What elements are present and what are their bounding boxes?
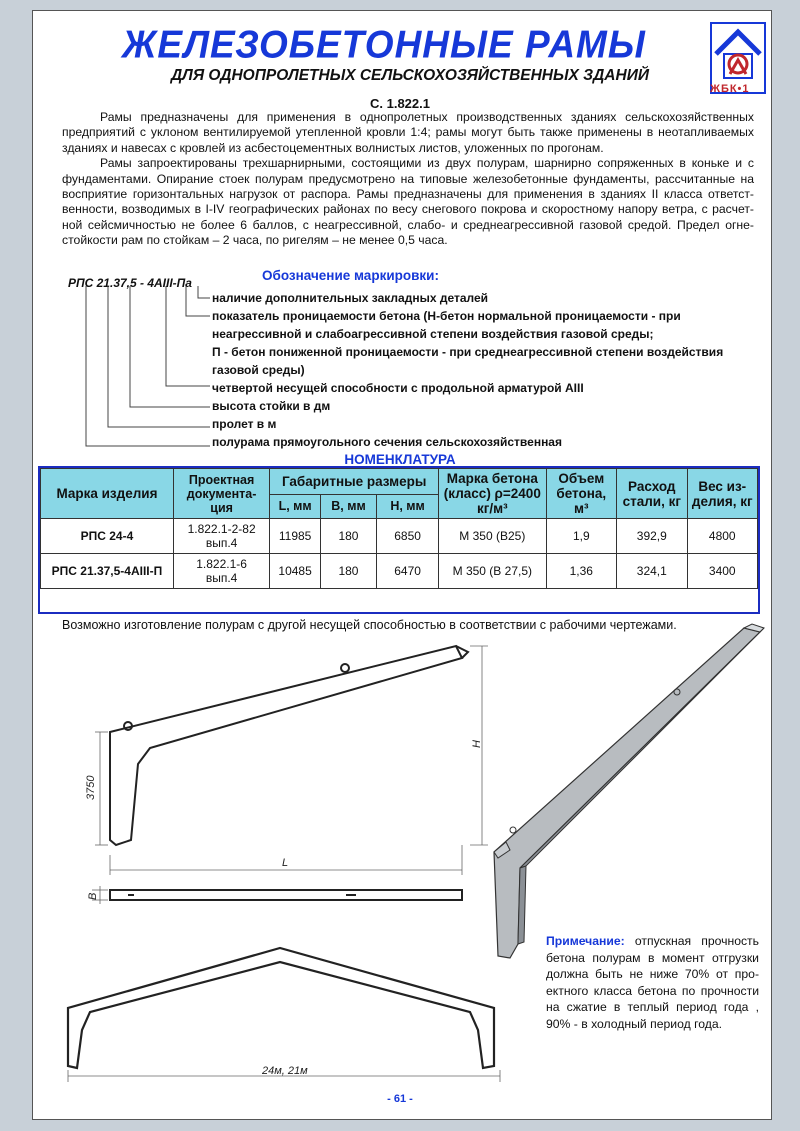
cell-B: 180 [320,519,376,554]
height-label: 3750 [85,775,97,800]
cell-volume: 1,9 [546,519,617,554]
cell-weight: 3400 [687,554,757,589]
note-label: Примечание: [546,934,625,948]
legend-item: высота стойки в дм [212,399,331,413]
cell-doc-issue: вып.4 [205,571,238,585]
cell-concrete: М 350 (В25) [439,519,546,554]
span-label: 24м, 21м [262,1065,308,1077]
half-frame-plan [110,890,462,900]
cell-H: 6850 [377,519,439,554]
cell-steel: 392,9 [617,519,687,554]
page-title: ЖЕЛЕЗОБЕТОННЫЕ РАМЫ [122,22,646,66]
legend-item: газовой среды) [212,363,305,377]
legend-item: П - бетон пониженной проницаемости - при среднеагрессивной степени воздействия [212,345,724,359]
cell-volume: 1,36 [546,554,617,589]
note-text: отпускная прочность бетона полурам в момент отгрузки должна быть не ниже 70% от про-ектного класса бетона по прочности на сжатие в теплый период года , 90% - в холодный период года. [546,934,759,1031]
cell-L: 10485 [270,554,321,589]
page-subtitle: ДЛЯ ОДНОПРОЛЕТНЫХ СЕЛЬСКОХОЗЯЙСТВЕННЫХ ЗДАНИЙ [170,67,649,84]
page-number: - 61 - [387,1093,413,1105]
note-block [546,933,759,1032]
header-B: В, мм [320,494,376,518]
cell-mark: РПС 21.37,5-4АIII-П [41,554,174,589]
header-L: L, мм [270,494,321,518]
L-label: L [282,857,289,869]
marking-heading: Обозначение маркировки: [262,268,439,283]
header-volume: Объем бетона, м³ [546,469,617,519]
intro-paragraph-1: Рамы предназначены для применения в однопролетных производственных зданиях сельскохозяйственных предприятий с уклоном вентилируемой утепленной кровли 1:4; рамы могут быть также применены в неотапливаемых зданиях и навесах с кровлей из асбестоцементных волнистых листов, уложенных по прогонам. [62,110,754,155]
nomenclature-heading: НОМЕНКЛАТУРА [344,452,456,467]
series-number: С. 1.822.1 [370,96,430,111]
cell-doc-series: 1.822.1-6 [196,557,247,571]
B-label: B [87,892,99,900]
cell-steel: 324,1 [617,554,687,589]
legend-item: показатель проницаемости бетона (Н-бетон нормальной проницаемости - при [212,309,681,323]
half-frame-elevation [110,646,468,845]
cell-H: 6470 [377,554,439,589]
header-mark: Марка изделия [41,469,174,519]
legend-item: наличие дополнительных закладных деталей [212,291,489,305]
header-doc: Проектная документа-ция [173,469,269,519]
cell-L: 11985 [270,519,321,554]
legend-item: пролет в м [212,417,277,431]
half-frame-3d [494,624,764,958]
legend-item: четвертой несущей способности с продольной арматурой AIII [212,381,584,395]
cell-doc-issue: вып.4 [205,536,238,550]
cell-B: 180 [320,554,376,589]
H-label: H [471,740,483,748]
cell-doc-series: 1.822.1-2-82 [187,522,256,536]
cell-weight: 4800 [687,519,757,554]
marking-code: РПС 21.37,5 - 4AIII-Па [68,276,192,290]
cell-mark: РПС 24-4 [41,519,174,554]
logo-text: ЖБК•1 [710,83,750,95]
intro-paragraph-2: Рамы запроектированы трехшарнирными, состоящими из двух полурам, шарнирно сопряженных в коньке и с фундаментами. Опирание стоек полурам предусмотрено на типовые железобетонные фундаменты, рассчитанные на восприятие горизонтальных нагрузок от распора. Рамы предназначены для применения в зданиях II класса ответст-венности, возводимых в I-IV географических районах по весу снегового покрова и скоростному напору ветра, с расчет-ной сейсмичностью не более 6 баллов, с неагрессивной, слабо- и среднеагрессивной газовой средой. Предел огне-стойкости рам по стойкам – 2 часа, по ригелям – не менее 0,5 часа. [62,156,754,248]
header-dims: Габаритные размеры [270,469,439,495]
header-steel: Расход стали, кг [617,469,687,519]
production-note: Возможно изготовление полурам с другой несущей способностью в соответствии с рабочими чертежами. [62,618,677,632]
header-concrete: Марка бетона (класс) ρ=2400 кг/м³ [439,469,546,519]
header-H: Н, мм [377,494,439,518]
legend-item: полурама прямоугольного сечения сельскохозяйственная [212,435,562,449]
full-frame [68,948,494,1068]
header-weight: Вес из-делия, кг [687,469,757,519]
cell-concrete: М 350 (В 27,5) [439,554,546,589]
legend-item: неагрессивной и слабоагрессивной степени воздействия газовой среды; [212,327,654,341]
